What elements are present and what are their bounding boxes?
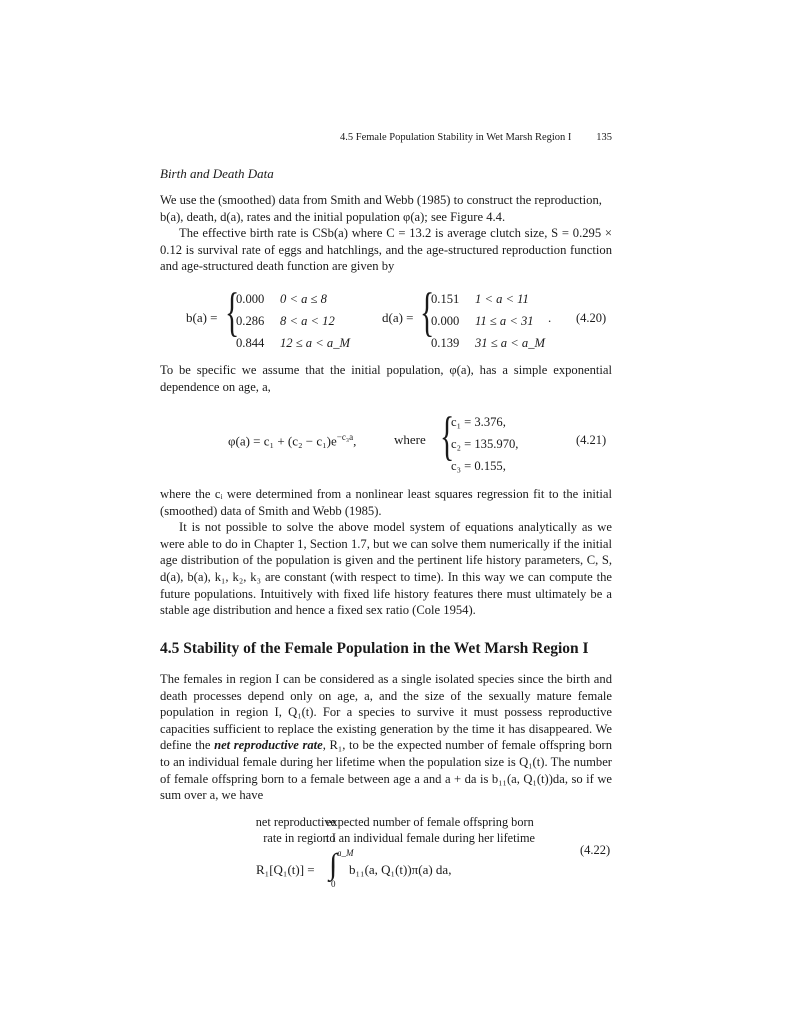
running-header (340, 132, 612, 143)
eq420-b-row: 0.286 8 < a < 12 (236, 314, 335, 328)
eq421-row: c₁ = 3.376, (451, 415, 506, 429)
eq420-d-row: 0.151 1 < a < 11 (431, 292, 529, 306)
eq421-row: c₃ = 0.155, (451, 459, 506, 473)
eq421-number: (4.21) (576, 433, 607, 447)
eq420-d-brace: { (420, 282, 435, 342)
eq422-number: (4.22) (580, 843, 611, 857)
eq421-row: c₂ = 135.970, (451, 437, 519, 451)
paragraph-birth-death (160, 192, 612, 275)
eq420-d-row: 0.000 11 ≤ a < 31 (431, 314, 534, 328)
eq420-b-row: 0.844 12 ≤ a < a_M (236, 336, 350, 350)
eq420-b-cases (236, 288, 350, 354)
integral-lower-limit: 0 (331, 879, 336, 889)
emphasis-term: net reproductive rate (214, 738, 323, 753)
eq421-lhs: $\varphi(a) = c_1 + (c_2 - c_1)e^{-c_3a}$, (228, 432, 357, 449)
para1-line2: b(a), death, d(a), rates and the initial population φ(a); see Figure 4.4. (160, 209, 506, 224)
subsection-title: Birth and Death Data (160, 166, 274, 181)
integral-sign: ∫ (329, 848, 338, 881)
paragraph-regression: where the cᵢ were determined from a nonlinear least squares regression fit to the initial (smoothed) data of Smith and Webb (1985). It is not possible to solve the above model system of equations analytically as we were able to do in Chapter 1, Section 1.7, but we can solve them numerically if the initial age distribution of the population is given and the pertinent life history parameters, C, S, d(a), b(a), k₁, k₂, k₃ are constant (with respect to time). In this way we can compute the future populations. Intuitively with fixed life history features there must ultimately be a stable age distribution and hence a fixed sex ratio (Cole 1954). (160, 487, 612, 618)
section-title: 4.5 Stability of the Female Population in the Wet Marsh Region I (160, 640, 589, 657)
paragraph-net-reproductive: The females in region I can be considered as a single isolated species since the birth and death processes depend only on age, a, and the size of the sexually mature female population in region I, Q₁(t). For a species to survive it must possess reproductive capacities sufficient to replace the existing generation by the time it has disappeared. We define the net reproductive rate, R₁, to be the expected number of female offspring born to an individual female during her lifetime when the population size is Q₁(t). The number of female offspring born to a female between age a and a + da is b₁₁(a, Q₁(t))da, so if we sum over a, we have (160, 672, 612, 803)
eq420-b-row: 0.000 0 < a ≤ 8 (236, 292, 327, 306)
eq420-d-lhs: d(a) = (382, 310, 414, 325)
page-number: 135 (596, 132, 612, 143)
paragraph-numerical: It is not possible to solve the above model system of equations analytically as we were able to do in Chapter 1, Section 1.7, but we can solve them numerically if the initial age distribution of the population is given and the pertinent life history parameters, C, S, d(a), b(a), k₁, k₂, k₃ are constant (with respect to time). In this way we can compute the future populations. Intuitively with fixed life history features there must ultimately be a stable age distribution and hence a fixed sex ratio (Cole 1954). (160, 520, 612, 618)
eq420-d-cases (431, 288, 545, 354)
eq421-where: where (394, 432, 426, 447)
eq420-d-row: 0.139 31 ≤ a < a_M (431, 336, 545, 350)
para2: The effective birth rate is CSb(a) where C = 13.2 is average clutch size, S = 0.295 × 0.12 is survival rate of eggs and hatchlings, and the age-structured reproduction function and age-structured death function are given by (160, 226, 612, 274)
eq421-cases (451, 411, 518, 477)
eq422-label: net reproductive rate in region I (255, 815, 336, 845)
running-title: 4.5 Female Population Stability in Wet Marsh Region I (340, 132, 572, 143)
eq422-integrand: b₁₁(a, Q₁(t))π(a) da, (349, 862, 452, 877)
eq422-lhs: R₁[Q₁(t)] = (256, 862, 315, 877)
eq420-b-brace: { (225, 282, 240, 342)
para1-line1: We use the (smoothed) data from Smith and Webb (1985) to construct the reproduction, (160, 193, 602, 207)
eq421-brace: { (440, 406, 455, 466)
eq420-trailing-period: . (548, 310, 552, 325)
eq420-b-lhs: b(a) = (186, 310, 218, 325)
eq422-description: expected number of female offspring born to an individual female during her lifetime (326, 815, 535, 845)
eq420-number: (4.20) (576, 311, 607, 325)
integral-upper-limit: a_M (337, 848, 354, 858)
paragraph-initial-population: To be specific we assume that the initial population, φ(a), has a simple exponential dependence on age, a, (160, 363, 612, 394)
